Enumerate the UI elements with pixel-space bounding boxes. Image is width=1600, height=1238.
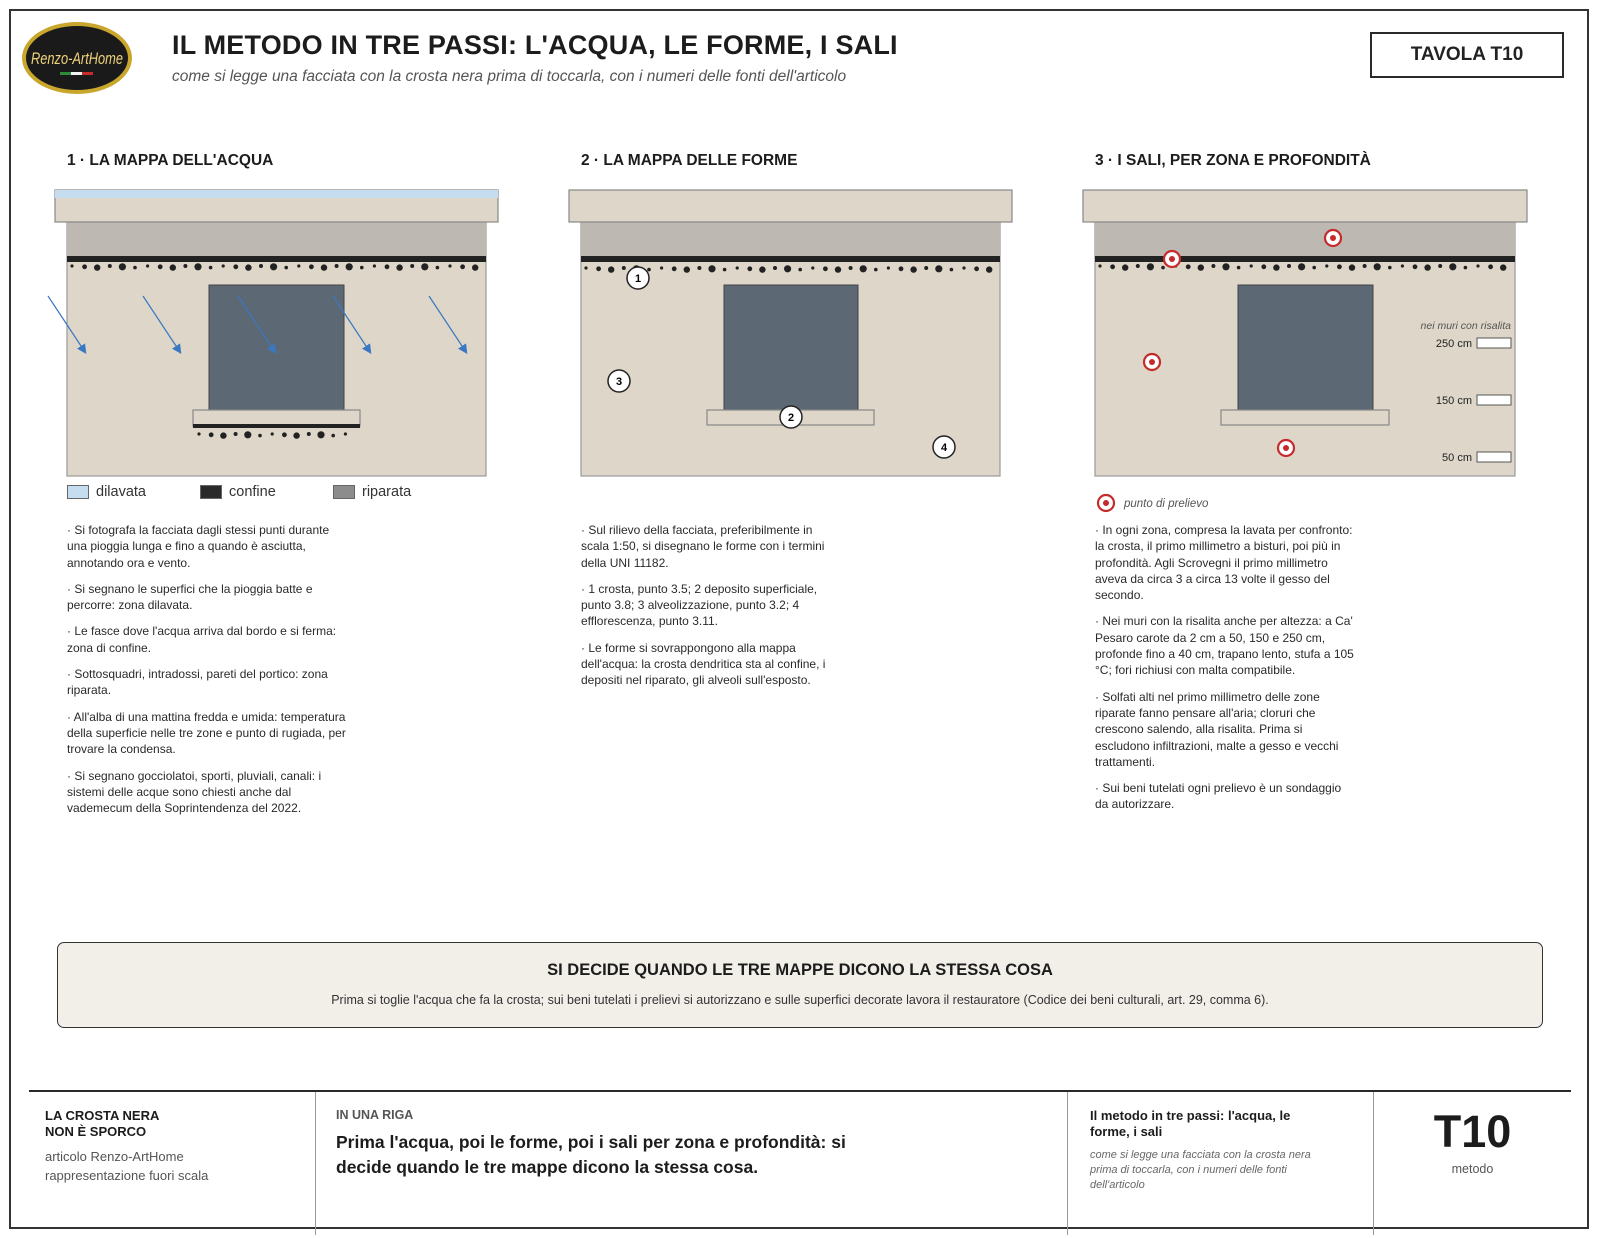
crust-dot <box>1488 264 1493 269</box>
crust-dot <box>197 432 200 435</box>
crust-dot <box>811 266 814 269</box>
logo-text: Renzo-ArtHome <box>31 49 123 68</box>
sample-point <box>1278 440 1294 456</box>
crust-dot <box>1098 264 1101 267</box>
crust-dot <box>460 264 465 269</box>
legend-swatch <box>200 485 222 499</box>
tavola-badge: TAVOLA T10 <box>1370 32 1564 78</box>
crust-dot <box>672 266 677 271</box>
crust-dot <box>270 263 277 270</box>
crust-line <box>1095 256 1515 262</box>
crust-dot <box>1464 266 1468 270</box>
crust-dot <box>284 266 288 270</box>
crust-dot <box>1186 264 1191 269</box>
crust-dot <box>647 268 651 272</box>
crust-dot <box>974 266 979 271</box>
crust-dot <box>860 265 867 272</box>
sill <box>193 410 360 426</box>
height-label: 50 cm <box>1442 452 1472 464</box>
footer-left <box>29 1092 315 1235</box>
cornice <box>569 190 1012 222</box>
panel-2-notes <box>581 522 829 699</box>
crust-dot <box>170 264 176 270</box>
window <box>209 285 344 410</box>
legend-swatch <box>67 485 89 499</box>
panel-3-title: 3 · I SALI, PER ZONA E PROFONDITÀ <box>1095 152 1371 169</box>
footer-right <box>1067 1092 1373 1235</box>
crust-dot <box>1349 264 1355 270</box>
crust-dot <box>622 266 626 270</box>
note: · 1 crosta, punto 3.5; 2 deposito superficiale, punto 3.8; 3 alveolizzazione, punto 3.2; 4 efflorescenza, punto 3.11. <box>581 581 818 629</box>
marker-label: 3 <box>615 376 623 388</box>
crust-dot <box>183 264 187 268</box>
crust-dot <box>258 434 262 438</box>
crust-dot <box>608 266 614 272</box>
panel-1-title: 1 · LA MAPPA DELL'ACQUA <box>67 152 274 169</box>
note: · Sottosquadri, intradossi, pareti del portico: zona riparata. <box>67 667 328 698</box>
shadow-band <box>581 222 1000 257</box>
height-label: 150 cm <box>1435 395 1472 407</box>
crust-dot <box>119 263 126 270</box>
crust-dot <box>293 432 299 438</box>
crust-dot <box>835 266 841 272</box>
crust-dot <box>962 266 965 269</box>
sill <box>1221 410 1389 425</box>
crust-dot <box>1374 263 1381 270</box>
marker-label: 4 <box>940 442 948 454</box>
note: · Le fasce dove l'acqua arriva dal bordo e si ferma: zona di confine. <box>67 624 337 655</box>
crust-dot <box>259 264 263 268</box>
crust-dot <box>759 266 765 272</box>
crust-dot <box>448 264 451 267</box>
crust-dot <box>723 268 727 272</box>
crust-dot <box>297 264 300 267</box>
footer-left-line1: articolo Renzo-ArtHome <box>45 1149 184 1164</box>
crust-dot <box>234 432 238 436</box>
crust-line <box>581 256 1000 262</box>
marker-label: 2 <box>787 412 795 424</box>
crust-dot <box>1161 266 1165 270</box>
note: · Si segnano le superfici che la pioggia batte e percorre: zona dilavata. <box>67 581 313 613</box>
footer-right-sub: come si legge una facciata con la crosta nera prima di toccarla, con i numeri delle fonti dell'articolo <box>1090 1149 1311 1191</box>
crust-line <box>67 256 486 262</box>
washed-zone <box>55 190 498 198</box>
callout-title: SI DECIDE QUANDO LE TRE MAPPE DICONO LA STESSA COSA <box>547 961 1053 979</box>
crust-dot <box>874 268 878 272</box>
form-marker-1 <box>627 267 649 289</box>
form-marker-2 <box>780 406 802 428</box>
note: · All'alba di una mattina fredda e umida: temperatura della superficie nelle tre zone e punto di rugiada, per trovare la condensa. <box>67 709 346 757</box>
crust-dot <box>1287 264 1291 268</box>
crust-dot <box>335 264 339 268</box>
crust-dot <box>1222 263 1229 270</box>
footer-mid-text: Prima l'acqua, poi le forme, poi i sali per zona e profondità: si decide quando le tre mappe dicono la stessa cosa. <box>336 1132 846 1177</box>
form-marker-3 <box>608 370 630 392</box>
crust-dot <box>736 266 739 269</box>
panel-2-facade <box>569 190 1012 476</box>
note: · Sul rilievo della facciata, preferibilmente in scala 1:50, si disegnano le forme con i termini della UNI 11182. <box>581 523 825 570</box>
panel-3-notes <box>1095 522 1357 823</box>
footer-code <box>1373 1092 1571 1235</box>
crust-dot <box>1250 264 1253 267</box>
crust-dot <box>158 264 163 269</box>
crust-dot <box>1298 263 1305 270</box>
crust-dot <box>282 432 287 437</box>
crust-dot <box>94 264 100 270</box>
note: · Sui beni tutelati ogni prelievo è un sondaggio da autorizzare. <box>1095 781 1342 812</box>
footer-middle <box>315 1092 1067 1235</box>
crust-dot <box>245 264 251 270</box>
crust-dot <box>596 266 601 271</box>
crust-dot <box>1363 264 1367 268</box>
crust-dot <box>1261 264 1266 269</box>
panel-2-title: 2 · LA MAPPA DELLE FORME <box>581 152 798 169</box>
crust-dot <box>317 431 324 438</box>
crust-dot <box>194 263 201 270</box>
crust-dot <box>222 264 225 267</box>
crust-dot <box>584 266 587 269</box>
note: · In ogni zona, compresa la lavata per confronto: la crosta, il primo millimetro a bisturi, poi più in profondità. Agli Scrovegni il primo millimetro aveva da circa 3 a circa 13 volte il gesso del secondo. <box>1095 523 1353 603</box>
crust-dot <box>1273 264 1279 270</box>
legend-label: riparata <box>362 484 412 500</box>
crust-dot <box>697 266 701 270</box>
sample-point <box>1164 251 1180 267</box>
form-marker-4 <box>933 436 955 458</box>
crust-dot <box>1337 264 1342 269</box>
crust-dot <box>1413 264 1418 269</box>
crust-dot <box>220 432 226 438</box>
footer-code-value: T10 <box>1433 1106 1512 1157</box>
legend-dilavata <box>67 484 146 500</box>
crust-dot <box>684 266 690 272</box>
crust-dot <box>1500 264 1506 270</box>
risalita-label: nei muri con risalita <box>1420 320 1511 332</box>
crust-dot <box>1312 266 1316 270</box>
crust-dot <box>331 434 335 438</box>
note: · Solfati alti nel primo millimetro delle zone riparate fanno pensare all'aria; cloruri che crescono salendo, alla risalita. Prima si escludono infiltrazioni, malte a gesso e vecchi trattamenti. <box>1095 689 1339 769</box>
crust-dot <box>798 268 802 272</box>
crust-dot <box>133 266 137 270</box>
crust-dot <box>660 266 663 269</box>
crust-dot <box>321 264 327 270</box>
legend-swatch <box>333 485 355 499</box>
sample-point <box>1144 354 1160 370</box>
facade-diagrams <box>0 0 1600 520</box>
panel-1-notes <box>67 522 349 826</box>
window <box>1238 285 1373 410</box>
crust-dot <box>935 265 942 272</box>
footer-left-line2: rappresentazione fuori scala <box>45 1168 209 1183</box>
crust-dot <box>899 266 904 271</box>
crust-dot <box>1438 264 1442 268</box>
crust-dot <box>271 432 274 435</box>
crust-dot <box>70 264 73 267</box>
sample-legend-label: punto di prelievo <box>1124 498 1209 510</box>
height-label: 250 cm <box>1435 338 1472 350</box>
callout-text: Prima si toglie l'acqua che fa la crosta; sui beni tutelati i prelievi si autorizzano e sulle superfici decorate lavora il restauratore (Codice dei beni culturali, art. 29, comma 6). <box>331 993 1269 1007</box>
crust-dot <box>410 264 414 268</box>
crust-dot <box>436 266 440 270</box>
sill-crust-line <box>193 424 360 428</box>
crust-dot <box>360 266 364 270</box>
crust-dot <box>773 266 777 270</box>
crust-dot <box>784 265 791 272</box>
legend-riparata <box>333 484 411 500</box>
crust-dot <box>1424 264 1430 270</box>
panel-1-facade <box>48 190 498 476</box>
footer-code-sub: metodo <box>1451 1162 1494 1176</box>
footer-mid-label: IN UNA RIGA <box>336 1108 414 1122</box>
shadow-band <box>67 222 486 257</box>
crust-dot <box>986 266 992 272</box>
crust-dot <box>209 432 214 437</box>
footer <box>29 1090 1571 1235</box>
marker-label: 1 <box>634 273 642 285</box>
crust-dot <box>1110 264 1115 269</box>
legend-label: confine <box>229 484 276 500</box>
note: · Si fotografa la facciata dagli stessi punti durante una pioggia lunga e fino a quando è asciutta, annotando ora e vento. <box>67 523 330 570</box>
legend-confine <box>200 484 276 500</box>
crust-dot <box>1136 264 1140 268</box>
cornice <box>1083 190 1527 222</box>
crust-dot <box>1198 264 1204 270</box>
crust-dot <box>472 264 478 270</box>
crust-dot <box>1401 264 1404 267</box>
crust-dot <box>344 432 347 435</box>
crust-dot <box>823 266 828 271</box>
sample-point <box>1325 230 1341 246</box>
note: · Nei muri con la risalita anche per altezza: a Ca' Pesaro carote da 2 cm a 50, 150 e 250 cm, profonde fino a 40 cm, trapano lento, stufa a 105 °C; fori richiusi con malta compatibile. <box>1095 614 1354 678</box>
crust-dot <box>82 264 87 269</box>
conclusion-callout <box>57 942 1543 1028</box>
crust-dot <box>1449 263 1456 270</box>
crust-dot <box>233 264 238 269</box>
crust-dot <box>309 264 314 269</box>
crust-dot <box>1325 264 1328 267</box>
crust-dot <box>307 432 311 436</box>
crust-dot <box>887 266 890 269</box>
note: · Le forme si sovrappongono alla mappa dell'acqua: la crosta dendritica sta al confine, i depositi nel riparato, gli alveoli sull'esposto. <box>581 640 826 688</box>
crust-dot <box>1237 266 1241 270</box>
crust-dot <box>924 266 928 270</box>
sample-legend-icon <box>1098 495 1114 511</box>
crust-dot <box>1122 264 1128 270</box>
window <box>724 285 858 410</box>
crust-dot <box>1147 263 1154 270</box>
crust-dot <box>373 264 376 267</box>
crust-dot <box>385 264 390 269</box>
note: · Si segnano gocciolatoi, sporti, pluviali, canali: i sistemi delle acque sono chiesti anche dal vademecum della Soprintendenza del 2022. <box>67 768 322 816</box>
crust-dot <box>708 265 715 272</box>
panel-3-facade <box>1083 190 1527 511</box>
legend-label: dilavata <box>96 484 146 500</box>
height-marker-50 <box>1442 452 1511 464</box>
page-subtitle: come si legge una facciata con la crosta nera prima di toccarla, con i numeri delle fonti dell'articolo <box>172 68 847 85</box>
footer-left-title: LA CROSTA NERA NON È SPORCO <box>45 1108 160 1139</box>
crust-dot <box>108 264 112 268</box>
crust-dot <box>421 263 428 270</box>
crust-dot <box>950 268 954 272</box>
crust-dot <box>1476 264 1479 267</box>
crust-dot <box>244 431 251 438</box>
crust-dot <box>1211 264 1215 268</box>
crust-dot <box>396 264 402 270</box>
crust-dot <box>747 266 752 271</box>
crust-dot <box>346 263 353 270</box>
footer-right-title: Il metodo in tre passi: l'acqua, le forme, i sali <box>1090 1108 1291 1139</box>
crust-dot <box>910 266 916 272</box>
shadow-band <box>1095 222 1515 257</box>
crust-dot <box>849 266 853 270</box>
crust-dot <box>209 266 213 270</box>
crust-dot <box>146 264 149 267</box>
crust-dot <box>1388 266 1392 270</box>
page-title: IL METODO IN TRE PASSI: L'ACQUA, LE FORME, I SALI <box>172 30 898 60</box>
